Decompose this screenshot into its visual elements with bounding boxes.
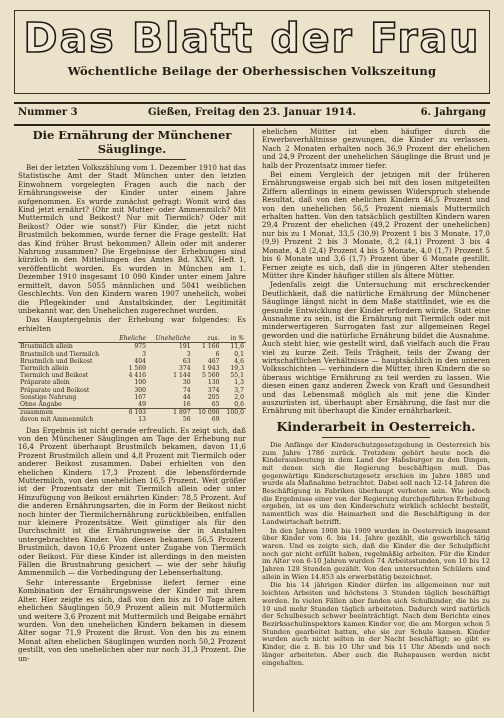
issue-date: Gießen, Freitag den 23. Januar 1914. <box>147 107 357 118</box>
table-row <box>18 416 246 423</box>
table-cell: 49 <box>138 400 147 408</box>
table-cell: 65 <box>211 400 220 408</box>
table-cell: 63 <box>182 357 191 365</box>
table-cell <box>221 416 246 423</box>
left-column <box>18 128 246 663</box>
heading-rule <box>322 437 430 438</box>
table-cell: 4 416 <box>128 372 147 380</box>
table-row <box>18 372 246 379</box>
table-cell: 56 <box>182 416 191 424</box>
table-cell: 975 <box>134 343 147 351</box>
article-paragraph: Jedenfalls zeigt die Untersuchung mit erschreckender Deutlichkeit, daß die natürliche Ernährung der Münchener Säuglinge längst nicht in dem Maße stattfindet, wie es die gesunde Entwicklung der Kinder erfordern würde. Statt eine Ausnahme zu sein, ist die Ernährung mit Tiermilch oder mit minderwertigeren Surrogaten fast zur allgemeinen Regel geworden und die natürliche Ernährung bildet die Ausnahme. Auch steht hier, wie gestellt wird, daß vielfach auch die Frau viel zu kurze Zeit. Teils Trägheit, teils der Zwang der wirtschaftlichen Verhältnisse — hauptsächlich in den unteren Volksschichten — verhindern die Mütter, ihren Kindern die so überaus wichtige Ernährung zu teil werden zu lassen. Wie diesen einen ganz anderen Zweck von Kraft und Gesundheit und das Lebensmaß möglich als mit jene die Kinder auszurüsten ist, überhaupt aber Ernährung, die fast nur die Ernährung mit überhaupt die Kinder ernährbarkeit. <box>262 280 490 416</box>
table-cell: 11,6 <box>230 343 244 351</box>
article-heading-kinderarbeit: Kinderarbeit in Oesterreich. <box>276 418 476 434</box>
table-cell: Brustmilch und Beikost <box>20 357 93 365</box>
table-cell: 4,6 <box>234 357 244 365</box>
article-heading-saeuglinge: Die Ernährung der Münchener Säuglinge. <box>32 128 232 156</box>
table-cell: 74 <box>182 386 191 394</box>
table-cell: 13 <box>138 416 147 424</box>
table-cell: 30 <box>182 379 191 387</box>
newspaper-subtitle: Wöchentliche Beilage der Oberhessischen Volkszeitung <box>67 64 437 78</box>
table-cell: davon mit Ammenmilch <box>20 416 94 424</box>
table-header: in % <box>221 335 246 343</box>
table-header <box>18 335 113 343</box>
article-paragraph: Bei einem Vergleich der jetzigen mit der früheren Ernährungsweise ergab sich bei mit den losen mitgeteilten Ziffern allerdings in einem gewissen Widerspruch stehende Resultat, daß von den ehelichen Kindern 46,5 Prozent und von den unehelichen 56,5 Prozent niemals Muttermilch erhalten hatten. Von den tatsächlich gestillten Kindern waren 29,4 Prozent der ehelichen (49,2 Prozent der unehelichen) nur bis zu 1 Monat, 33,5 (30,9) Prozent 1 bis 3 Monate, 17,0 (9,9) Prozent 2 bis 3 Monate, 8,2 (4,1) Prozent 3 bis 4 Monate, 4,8 (2,4) Prozent 4 bis 5 Monate, 4,0 (1,7) Prozent 5 bis 6 Monate und 3,6 (1,7) Prozent über 6 Monate gestillt. Ferner zeigte es sich, daß die in jüngeren Alter stehenden Mütter ihre Kinder häufiger stillen als ältere Mütter. <box>262 170 490 280</box>
table-cell: 374 <box>207 386 220 394</box>
table-row <box>18 401 246 409</box>
table-row <box>18 394 246 401</box>
table-cell: 8 193 <box>113 409 148 417</box>
article-paragraph: ehelichen Mütter ist eben häufiger durch die Erwerbsverhältnisse gezwungen, die Kinder zu verlassen. Nach 2 Monaten erhalten noch 36,9 Prozent der ehelichen und 24,9 Prozent der unehelichen Säuglinge die Brust und je halb der Prozentsatz immer tiefer. <box>262 127 490 170</box>
table-cell: 55,1 <box>230 372 244 380</box>
table-cell: 19,3 <box>230 364 244 372</box>
table-cell: Tiermilch allein <box>20 364 69 372</box>
masthead <box>14 10 490 94</box>
table-cell: 2,0 <box>234 393 244 401</box>
table-cell: 374 <box>178 364 191 372</box>
table-row <box>18 379 246 386</box>
table-row <box>18 365 246 372</box>
table-cell: 167 <box>134 393 147 401</box>
table-row <box>18 387 246 394</box>
nutrition-table <box>18 335 246 423</box>
table-cell: 1,3 <box>234 379 244 387</box>
article-paragraph: Bei der letzten Volkszählung vom 1. Dezember 1910 hat das Statistische Amt der Stadt München unter den letzten Einwohnern vorgelegten Fragen auch die nach der Ernährungsweise der Kinder unter einem Jahre aufgenommen. Es wurde zunächst gefragt: Womit wird das Kind jetzt ernährt? (Ohr mit Mutter- oder Ammenmilch? Mit Muttermilch und Beikost? Nur mit Tiermilch? Oder mit Beikost? Oder wie sonst?) Für Kinder, die jetzt nicht Brustmilch bekommen, wurde ferner die Frage gestellt: Hat das Kind früher Brust bekommen? Allein oder mit anderer Nahrung zusammen? Die Ergebnisse der Erhebungen sind kürzlich in den Mitteilungen des Amtes Bd. XXIV, Heft 1, veröffentlicht worden. Es wurden in München am 1. Dezember 1910 insgesamt 10 090 Kinder unter einem Jahre ermittelt, davon 5055 männlichen und 5041 weiblichen Geschlechts. Von den Kindern waren 1907 unehelich, wobei die Pflegekinder und Anstaltskinder, der Legitimität unbekannt war, den Unehelichen zugerechnet wurden. <box>18 163 246 315</box>
table-cell: 1 569 <box>128 364 147 372</box>
article-paragraph: In den Jahren 1908 bis 1909 wurden in Oesterreich insgesamt über Kinder vom 6. bis 14. Jahre gezählt, die gewerblich tätig waren. Und es zeigte sich, daß die Kinder die der Schulpflicht noch gar nicht erfüllt haben, regelmäßig arbeiten. Für die Kinder im Alter von 6-10 Jahren wurden 74 Arbeitsstunden, von 10 bis 12 Jahren 128 Stunden gezählt. Von den untersuchten Schülern sind allein in Wien 14.853 als erwerbstätig bezeichnet. <box>262 526 490 581</box>
table-cell: 100,0 <box>221 409 246 417</box>
table-cell: 467 <box>207 357 220 365</box>
table-cell: 1 166 <box>202 343 220 351</box>
heading-rule <box>78 159 186 160</box>
issue-number: Nummer 3 <box>18 107 78 118</box>
table-row <box>18 358 246 365</box>
article-paragraph: Das Hauptergebnis der Erhebung war folgendes: Es erhielten <box>18 315 246 333</box>
article-paragraph: Die Anfänge der Kinderschutzgesetzgebung in Oesterreich bis zum Jahre 1786 zurück. Trotzdem gehört heute noch die Kinderausbeutung in dem Land der Habsburger zu den Dingen, mit denen sich die Regierung beschäftigen muß. Das gegenwärtige Kinderschutzgesetz erschien im Jahre 1885 und wurde als Maßnahme betrachtet. Dabei soll nach 12-14 Jahren die Beschäftigung in Fabriken überhaupt verboten sein. Wie jedoch die Ergebnisse einer von der Regierung durchgeführten Erhebung ergeben, ist es um den Kinderschutz wirklich schlecht bestellt, namentlich was die Heimarbeit und die Beschäftigung in der Landwirtschaft betrifft. <box>262 440 490 526</box>
right-column <box>262 128 490 667</box>
dateline-bar <box>14 102 490 126</box>
table-cell: 130 <box>207 379 220 387</box>
article-paragraph: Sehr interessante Ergebnisse liefert ferner eine Kombination der Ernährungsweise der Kinder mit ihrem Alter. Hier zeigte es sich, daß von den bis zu 10 Tage alten ehelichen Säuglingen 50,9 Prozent allein mit Muttermilch und weitere 3,6 Prozent mit Muttermilch und Beigabe ernährt wurden. Von den unehelichen Kindern bekamen in diesem Alter sogar 71,9 Prozent die Brust. Von den bis zu einem Monat alten ehelichen Säuglingen wurden noch 50,2 Prozent gestillt, von den unehelichen aber nur noch 31,3 Prozent. Die un- <box>18 577 246 663</box>
newspaper-title: Das Blatt der Frau <box>23 14 481 62</box>
table-cell: 10 090 <box>193 409 222 417</box>
table-cell: zusammen <box>18 409 113 417</box>
table-cell: 16 <box>182 400 191 408</box>
table-cell: 1 897 <box>148 409 193 417</box>
table-cell: Brustmilch und Tiermilch <box>20 350 100 358</box>
table-cell: 0,6 <box>234 400 244 408</box>
table-header: zus. <box>193 335 222 343</box>
table-cell: 5 560 <box>202 372 220 380</box>
table-cell: 44 <box>182 393 191 401</box>
table-header: Eheliche <box>113 335 148 343</box>
column-divider <box>253 128 254 712</box>
table-cell: 404 <box>134 357 147 365</box>
table-cell: Brustmilch allein <box>20 343 73 351</box>
table-cell: 100 <box>134 379 147 387</box>
table-cell: 1 943 <box>202 364 220 372</box>
table-cell: 191 <box>178 343 191 351</box>
table-cell: 3,7 <box>234 386 244 394</box>
table-cell: Ohne Angabe <box>20 400 62 408</box>
table-row <box>18 351 246 358</box>
table-cell: Präparate allein <box>20 379 70 387</box>
article-paragraph: Die bis 14 jährigen Kinder dürfen im allgemeinen nur mit leichten Arbeiten und höchstens 3 Stunden täglich beschäftigt werden. In vielen Fällen aber fanden sich Schulkinder, die bis zu 10 und mehr Stunden täglich arbeiteten. Dadurch wird natürlich der Schulbesuch schwer beeinträchtigt. Nach dem Berichte eines Bezirksschulinspektors kamen Kinder vor, die am Morgen schon 5 Stunden gearbeitet hatten, ehe sie zur Schule kamen. Kinder wurden auch nicht selten in der Nacht beschäftigt; so gibt es Kinder, die z. B. bis 10 Uhr und bis 11 Uhr Abends und noch länger arbeiteten. Aber auch die Ruhepausen werden nicht eingehalten. <box>262 581 490 667</box>
table-header-row <box>18 335 246 343</box>
table-cell: 3 <box>186 350 191 358</box>
table-header: Uneheliche <box>148 335 193 343</box>
table-cell: 3 <box>142 350 147 358</box>
table-cell: Tiermilch und Beikost <box>20 372 89 380</box>
table-cell: 300 <box>134 386 147 394</box>
article-paragraph: Das Ergebnis ist nicht gerade erfreulich. Es zeigt sich, daß von den Münchener Säuglingen am Tage der Erhebung nur 16,4 Prozent überhaupt Brustmilch bekamen, davon 11,6 Prozent Brustmilch allein und 4,8 Prozent mit Tiermilch oder anderer Beikost zusammen. Dabei erhielten von den ehelichen Kindern 17,3 Prozent die lebensfördernde Muttermilch, von den unehelichen 16,5 Prozent. Weit größer ist der Prozentsatz der mit Tiermilch allein oder unter Hinzufügung von Beikost ernährten Kinder: 78,5 Prozent. Auf die anderen Ernährungsarten, die in Form der Beikost nicht noch hinter der Tiermilchernährung zurückbleiben, entfallen nur kleinere Prozentsätze. Weit günstiger als für den Durchschnitt ist die Ernährungsweise der in Anstalten untergebrachten Kinder. Von diesen bekamen 56,5 Prozent Brustmilch, davon 10,6 Prozent unter Zugabe von Tiermilch oder Beikost. Für diese Kinder ist allerdings in den meisten Fällen die Brustnahrung gesichert — wie der sehr häufig Ammenmilch — die Vorbedingung der Lebenserhaltung. <box>18 425 246 578</box>
issue-year: 6. Jahrgang <box>420 107 486 118</box>
table-cell: 69 <box>211 416 220 424</box>
table-row-total <box>18 409 246 417</box>
table-cell: 205 <box>207 393 220 401</box>
table-cell: 1 144 <box>173 372 191 380</box>
table-row <box>18 343 246 351</box>
table-cell: Präparate und Beikost <box>20 386 90 394</box>
table-cell: Sonstige Nahrung <box>20 393 77 401</box>
table-cell: 0,1 <box>234 350 244 358</box>
table-cell: 6 <box>215 350 220 358</box>
